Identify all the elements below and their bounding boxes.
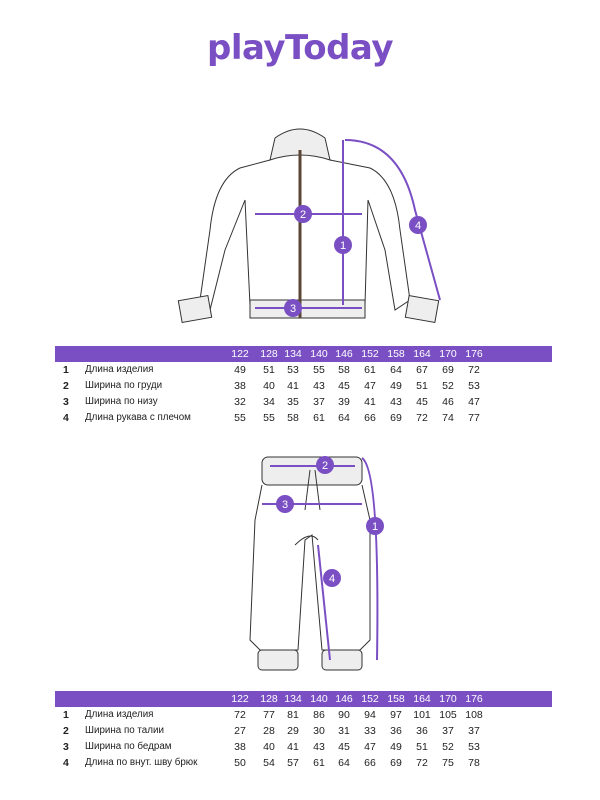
- cell: 37: [313, 396, 325, 408]
- jacket-marker-4-label: 4: [414, 220, 422, 232]
- table-row: [55, 362, 552, 378]
- row-number: 1: [63, 709, 69, 721]
- cell: 64: [338, 757, 350, 769]
- size-122: 122: [231, 348, 249, 360]
- size-122: 122: [231, 693, 249, 705]
- jacket-marker-3-label: 3: [289, 303, 297, 315]
- row-label: Ширина по бедрам: [85, 741, 172, 752]
- cell: 46: [442, 396, 454, 408]
- table-row: [55, 739, 552, 755]
- cell: 28: [263, 725, 275, 737]
- cell: 43: [313, 741, 325, 753]
- cell: 27: [234, 725, 246, 737]
- cell: 72: [234, 709, 246, 721]
- table-row: [55, 755, 552, 771]
- cell: 54: [263, 757, 275, 769]
- size-140: 140: [310, 693, 328, 705]
- size-134: 134: [284, 693, 302, 705]
- cell: 58: [287, 412, 299, 424]
- cell: 50: [234, 757, 246, 769]
- cell: 61: [313, 412, 325, 424]
- cell: 69: [442, 364, 454, 376]
- pants-size-table: [55, 691, 552, 771]
- cell: 38: [234, 380, 246, 392]
- cell: 36: [416, 725, 428, 737]
- cell: 66: [364, 412, 376, 424]
- table-row: [55, 723, 552, 739]
- cell: 34: [263, 396, 275, 408]
- cell: 47: [468, 396, 480, 408]
- cell: 101: [413, 709, 431, 721]
- size-164: 164: [413, 348, 431, 360]
- cell: 97: [390, 709, 402, 721]
- size-176: 176: [465, 348, 483, 360]
- row-number: 1: [63, 364, 69, 376]
- cell: 38: [234, 741, 246, 753]
- size-152: 152: [361, 348, 379, 360]
- cell: 49: [390, 380, 402, 392]
- cell: 40: [263, 741, 275, 753]
- size-134: 134: [284, 348, 302, 360]
- table-row: [55, 410, 552, 426]
- jacket-size-header: [55, 346, 552, 362]
- cell: 49: [234, 364, 246, 376]
- pants-marker-2-label: 2: [321, 460, 329, 472]
- cell: 32: [234, 396, 246, 408]
- cell: 37: [468, 725, 480, 737]
- size-140: 140: [310, 348, 328, 360]
- cell: 72: [416, 412, 428, 424]
- row-number: 4: [63, 757, 69, 769]
- cell: 67: [416, 364, 428, 376]
- cell: 37: [442, 725, 454, 737]
- pants-marker-4-label: 4: [328, 573, 336, 585]
- cell: 45: [416, 396, 428, 408]
- cell: 77: [263, 709, 275, 721]
- jacket-marker-2-label: 2: [299, 209, 307, 221]
- row-number: 3: [63, 741, 69, 753]
- cell: 69: [390, 412, 402, 424]
- cell: 29: [287, 725, 299, 737]
- cell: 39: [338, 396, 350, 408]
- cell: 41: [364, 396, 376, 408]
- cell: 81: [287, 709, 299, 721]
- cell: 53: [468, 380, 480, 392]
- cell: 94: [364, 709, 376, 721]
- table-row: [55, 394, 552, 410]
- cell: 64: [338, 412, 350, 424]
- cell: 43: [390, 396, 402, 408]
- row-number: 2: [63, 380, 69, 392]
- size-158: 158: [387, 693, 405, 705]
- size-128: 128: [260, 693, 278, 705]
- cell: 35: [287, 396, 299, 408]
- row-number: 4: [63, 412, 69, 424]
- cell: 72: [468, 364, 480, 376]
- cell: 64: [390, 364, 402, 376]
- jacket-size-table: [55, 346, 552, 426]
- cell: 45: [338, 741, 350, 753]
- cell: 36: [390, 725, 402, 737]
- cell: 55: [263, 412, 275, 424]
- cell: 47: [364, 741, 376, 753]
- brand-logo-text: playToday: [207, 28, 393, 68]
- size-146: 146: [335, 693, 353, 705]
- cell: 52: [442, 741, 454, 753]
- cell: 75: [442, 757, 454, 769]
- cell: 52: [442, 380, 454, 392]
- row-number: 3: [63, 396, 69, 408]
- pants-marker-3-label: 3: [281, 499, 289, 511]
- row-label: Ширина по низу: [85, 396, 158, 407]
- cell: 57: [287, 757, 299, 769]
- cell: 90: [338, 709, 350, 721]
- size-164: 164: [413, 693, 431, 705]
- size-170: 170: [439, 693, 457, 705]
- pants-drawing: [250, 457, 370, 670]
- jacket-marker-1-label: 1: [339, 240, 347, 252]
- cell: 66: [364, 757, 376, 769]
- cell: 55: [234, 412, 246, 424]
- cell: 105: [439, 709, 457, 721]
- row-label: Длина по внут. шву брюк: [85, 757, 198, 768]
- pants-size-header: [55, 691, 552, 707]
- size-128: 128: [260, 348, 278, 360]
- table-row: [55, 378, 552, 394]
- size-152: 152: [361, 693, 379, 705]
- cell: 41: [287, 380, 299, 392]
- cell: 108: [465, 709, 483, 721]
- row-number: 2: [63, 725, 69, 737]
- size-170: 170: [439, 348, 457, 360]
- cell: 55: [313, 364, 325, 376]
- pants-marker-1-label: 1: [371, 521, 379, 533]
- cell: 61: [364, 364, 376, 376]
- row-label: Длина изделия: [85, 364, 154, 375]
- cell: 43: [313, 380, 325, 392]
- cell: 72: [416, 757, 428, 769]
- size-158: 158: [387, 348, 405, 360]
- cell: 53: [468, 741, 480, 753]
- cell: 51: [263, 364, 275, 376]
- cell: 77: [468, 412, 480, 424]
- size-176: 176: [465, 693, 483, 705]
- cell: 31: [338, 725, 350, 737]
- cell: 69: [390, 757, 402, 769]
- row-label: Ширина по талии: [85, 725, 164, 736]
- cell: 61: [313, 757, 325, 769]
- row-label: Длина изделия: [85, 709, 154, 720]
- cell: 33: [364, 725, 376, 737]
- cell: 49: [390, 741, 402, 753]
- cell: 86: [313, 709, 325, 721]
- cell: 51: [416, 741, 428, 753]
- size-146: 146: [335, 348, 353, 360]
- cell: 30: [313, 725, 325, 737]
- cell: 45: [338, 380, 350, 392]
- cell: 40: [263, 380, 275, 392]
- row-label: Длина рукава с плечом: [85, 412, 191, 423]
- cell: 47: [364, 380, 376, 392]
- cell: 51: [416, 380, 428, 392]
- cell: 41: [287, 741, 299, 753]
- row-label: Ширина по груди: [85, 380, 163, 391]
- cell: 53: [287, 364, 299, 376]
- cell: 74: [442, 412, 454, 424]
- cell: 58: [338, 364, 350, 376]
- table-row: [55, 707, 552, 723]
- cell: 78: [468, 757, 480, 769]
